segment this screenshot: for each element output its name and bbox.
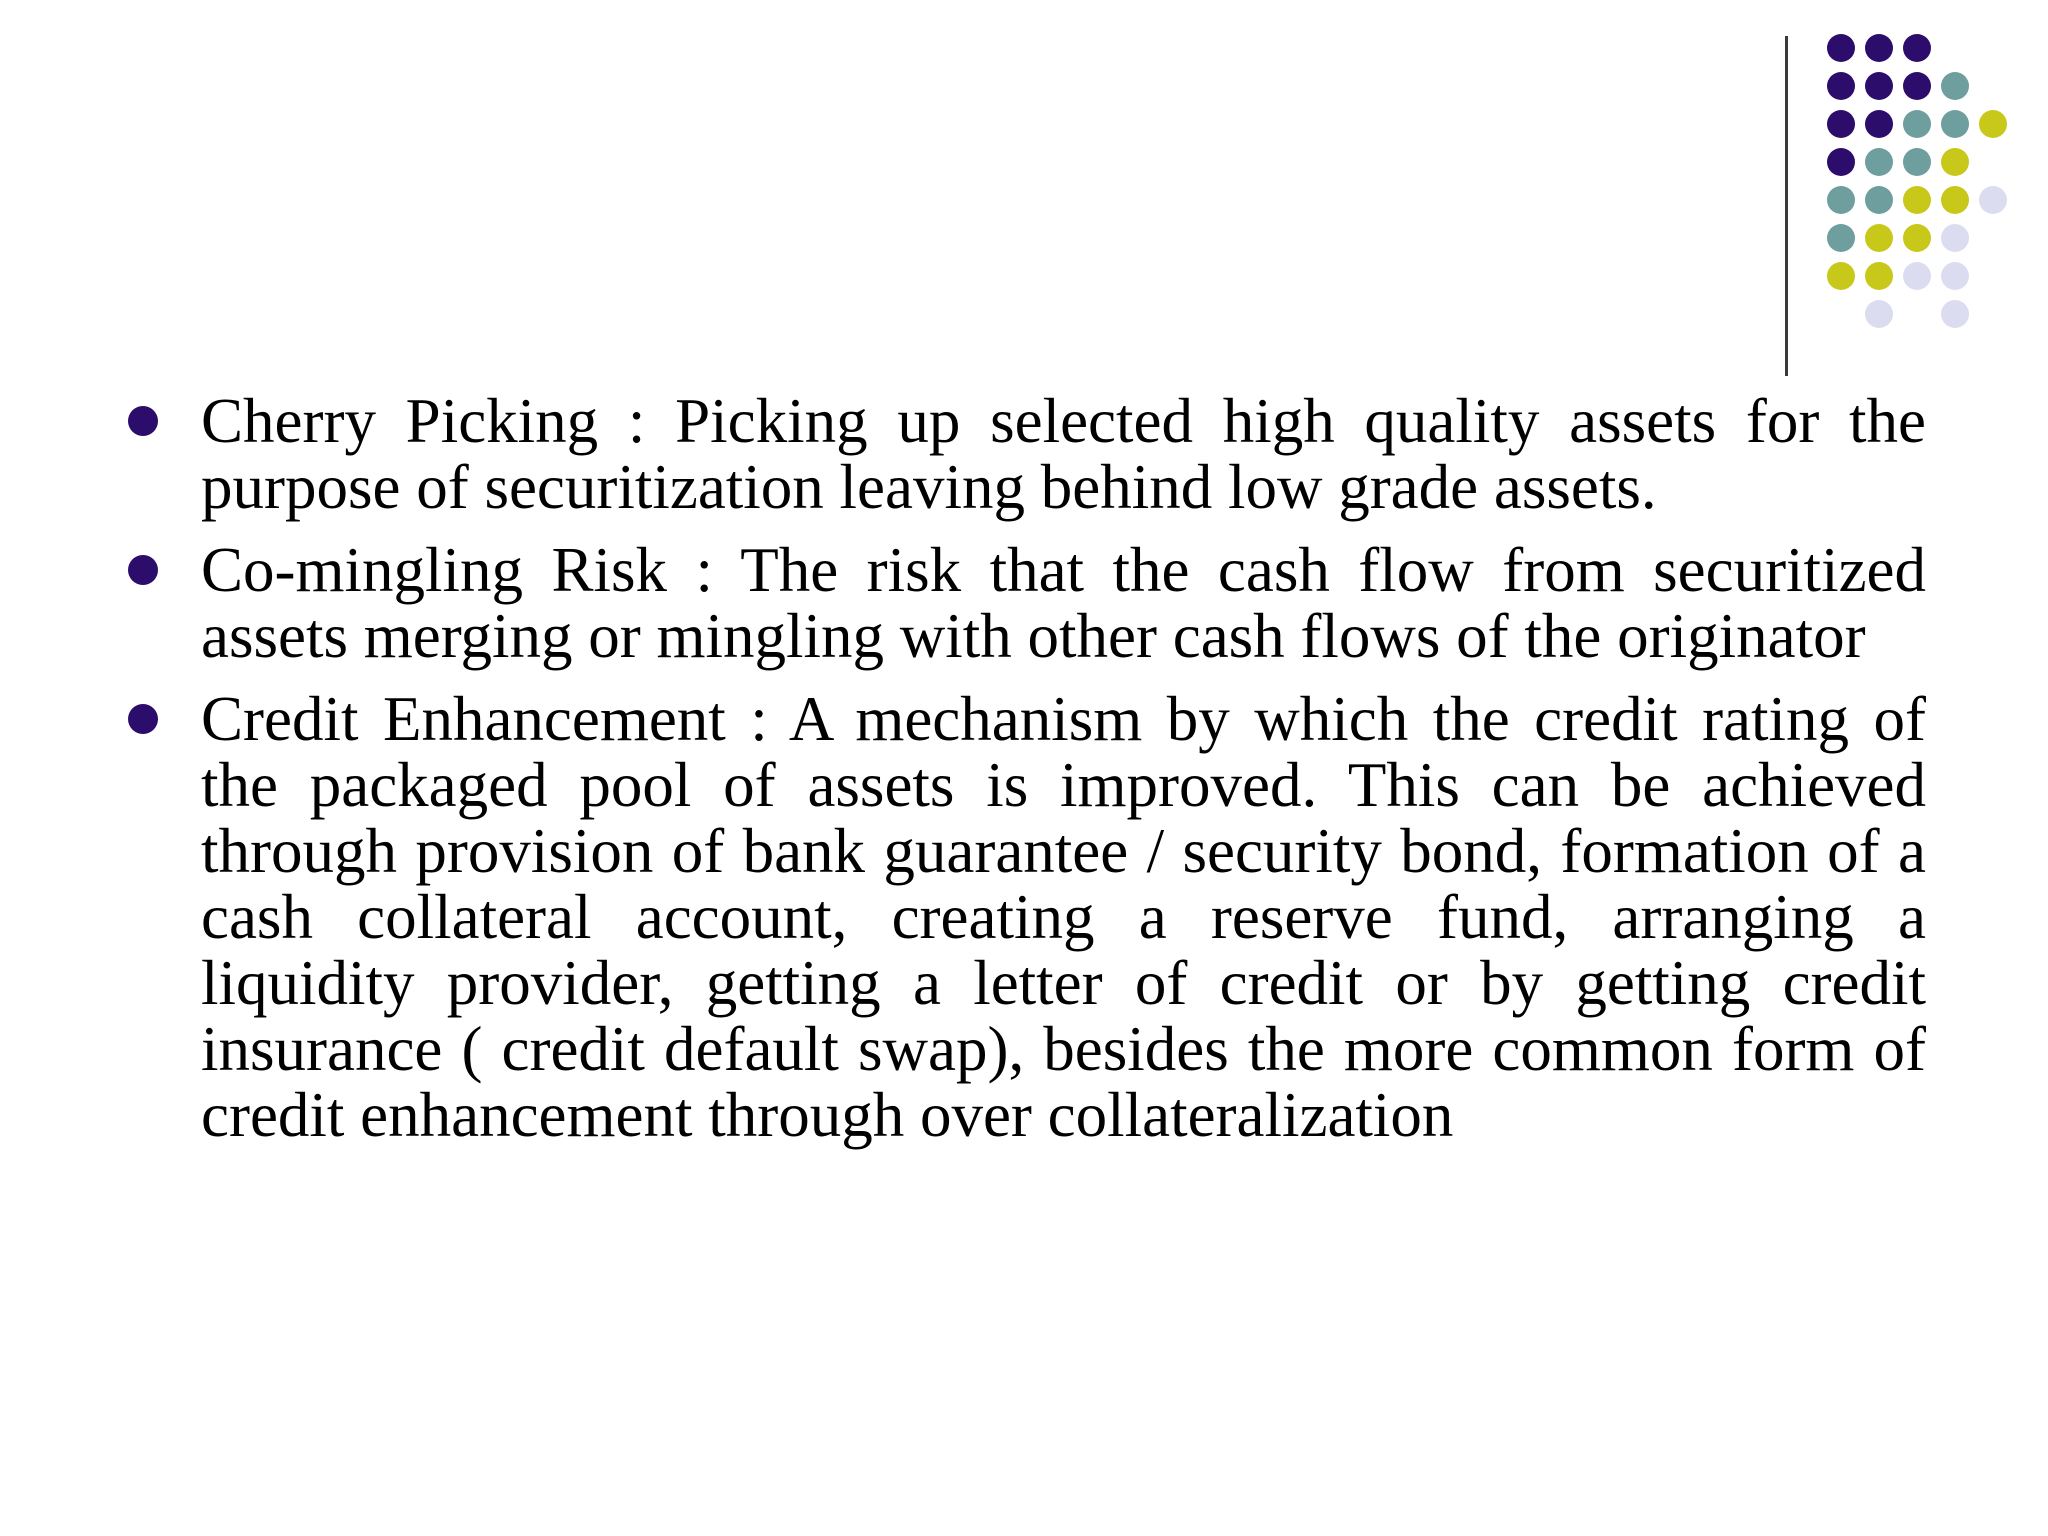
decorative-dot-teal [1941, 72, 1969, 100]
decorative-dot-purple [1865, 110, 1893, 138]
decorative-dot-olive [1979, 110, 2007, 138]
decorative-dot-olive [1903, 186, 1931, 214]
decorative-dot-teal [1865, 148, 1893, 176]
decorative-dot-purple [1865, 34, 1893, 62]
bullet-item-cherry-picking [118, 388, 1926, 520]
decorative-dot-lavender [1941, 262, 1969, 290]
decorative-dot-olive [1865, 262, 1893, 290]
bullet-dot-icon [128, 406, 158, 436]
decorative-dot-teal [1903, 148, 1931, 176]
bullet-text: Cherry Picking : Picking up selected high quality assets for the purpose of securitization leaving behind low grade assets. [201, 386, 1926, 522]
slide-content [118, 388, 1926, 1165]
decorative-dot-purple [1903, 34, 1931, 62]
decorative-dot-lavender [1979, 186, 2007, 214]
bullet-list [118, 388, 1926, 1148]
bullet-dot-icon [128, 704, 158, 734]
bullet-text: Co-mingling Risk : The risk that the cash flow from securitized assets merging or mingling with other cash flows of the originator [201, 535, 1926, 671]
bullet-item-credit-enhancement [118, 686, 1926, 1148]
decorative-vertical-line [1785, 36, 1788, 376]
decorative-dot-lavender [1941, 300, 1969, 328]
decorative-dot-teal [1941, 110, 1969, 138]
decorative-dot-lavender [1865, 300, 1893, 328]
decorative-dot-teal [1865, 186, 1893, 214]
bullet-dot-icon [128, 555, 158, 585]
decorative-dot-purple [1903, 72, 1931, 100]
decorative-dot-purple [1827, 72, 1855, 100]
decorative-dot-teal [1827, 186, 1855, 214]
decorative-dot-purple [1827, 148, 1855, 176]
decorative-dot-lavender [1941, 224, 1969, 252]
decorative-dot-purple [1827, 34, 1855, 62]
decorative-dot-olive [1827, 262, 1855, 290]
bullet-text: Credit Enhancement : A mechanism by which the credit rating of the packaged pool of assets is improved. This can be achieved through provision of bank guarantee / security bond, formation of a cash collateral account, creating a reserve fund, arranging a liquidity provider, getting a letter of credit or by getting credit insurance ( credit default swap), besides the more common form of credit enhancement through over collateralization [201, 684, 1926, 1150]
decorative-dot-olive [1865, 224, 1893, 252]
decorative-dot-teal [1827, 224, 1855, 252]
decorative-dot-lavender [1903, 262, 1931, 290]
bullet-item-co-mingling-risk [118, 537, 1926, 669]
decorative-dot-purple [1865, 72, 1893, 100]
decorative-dot-olive [1903, 224, 1931, 252]
decorative-dot-olive [1941, 148, 1969, 176]
decorative-dot-purple [1827, 110, 1855, 138]
decorative-dot-teal [1903, 110, 1931, 138]
decorative-dot-olive [1941, 186, 1969, 214]
